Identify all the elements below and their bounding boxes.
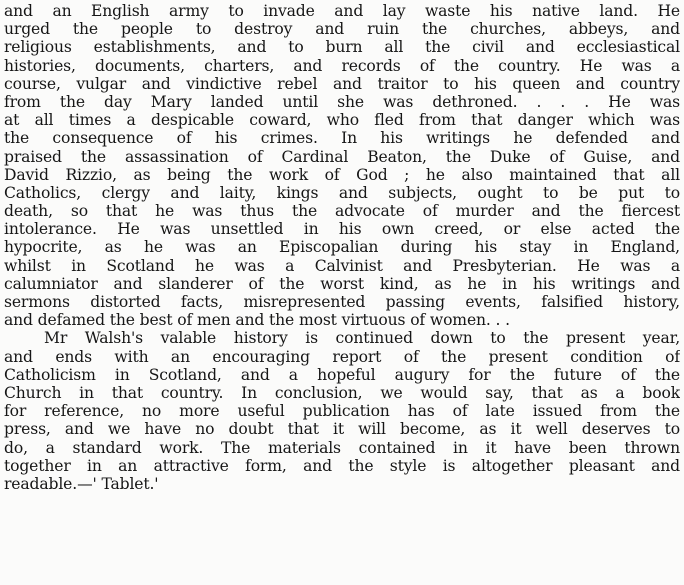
text-line: death, so that he was thus the advocate of murder and the fiercest [4, 202, 680, 221]
text-line: and ends with an encouraging report of the present condition of [4, 347, 680, 366]
paragraph-2 [4, 329, 680, 493]
text-line: Catholics, clergy and laity, kings and subjects, ought to be put to [4, 183, 680, 202]
text-line: intolerance. He was unsettled in his own creed, or else acted the [4, 220, 680, 239]
text-line: course, vulgar and vindictive rebel and traitor to his queen and country [4, 74, 680, 93]
text-line: Catholicism in Scotland, and a hopeful augury for the future of the [4, 365, 680, 384]
text-line: and defamed the best of men and the most virtuous of women. . . [4, 311, 510, 330]
text-line: religious establishments, and to burn all the civil and ecclesiastical [4, 38, 680, 57]
text-line: press, and we have no doubt that it will become, as it well deserves to [4, 420, 680, 439]
text-line: the consequence of his crimes. In his writings he defended and [4, 129, 680, 148]
text-line: at all times a despicable coward, who fled from that danger which was [4, 111, 680, 130]
text-line: from the day Mary landed until she was dethroned. . . . He was [4, 92, 680, 111]
text-line: readable.—' Tablet.' [4, 474, 159, 493]
text-line: and an English army to invade and lay waste his native land. He [4, 2, 680, 20]
text-line: for reference, no more useful publication has of late issued from the [4, 402, 680, 421]
text-line: whilst in Scotland he was a Calvinist and Presbyterian. He was a [4, 256, 680, 275]
text-line: urged the people to destroy and ruin the churches, abbeys, and [4, 20, 680, 39]
text-line: do, a standard work. The materials contained in it have been thrown [4, 438, 680, 457]
text-line: praised the assassination of Cardinal Beaton, the Duke of Guise, and [4, 147, 680, 166]
text-line: Mr Walsh's valable history is continued down to the present year, [44, 329, 680, 348]
text-line: David Rizzio, as being the work of God ; he also maintained that all [4, 165, 680, 184]
paragraph-1 [4, 2, 680, 329]
text-line: sermons distorted facts, misrepresented passing events, falsified history, [4, 293, 680, 311]
text-line: histories, documents, charters, and records of the country. He was a [4, 56, 680, 75]
text-line: calumniator and slanderer of the worst kind, as he in his writings and [4, 274, 680, 293]
text-line: Church in that country. In conclusion, we would say, that as a book [4, 383, 680, 402]
article-column [4, 2, 680, 493]
text-line: together in an attractive form, and the style is altogether pleasant and [4, 456, 680, 475]
text-line: hypocrite, as he was an Episcopalian during his stay in England, [4, 238, 680, 257]
